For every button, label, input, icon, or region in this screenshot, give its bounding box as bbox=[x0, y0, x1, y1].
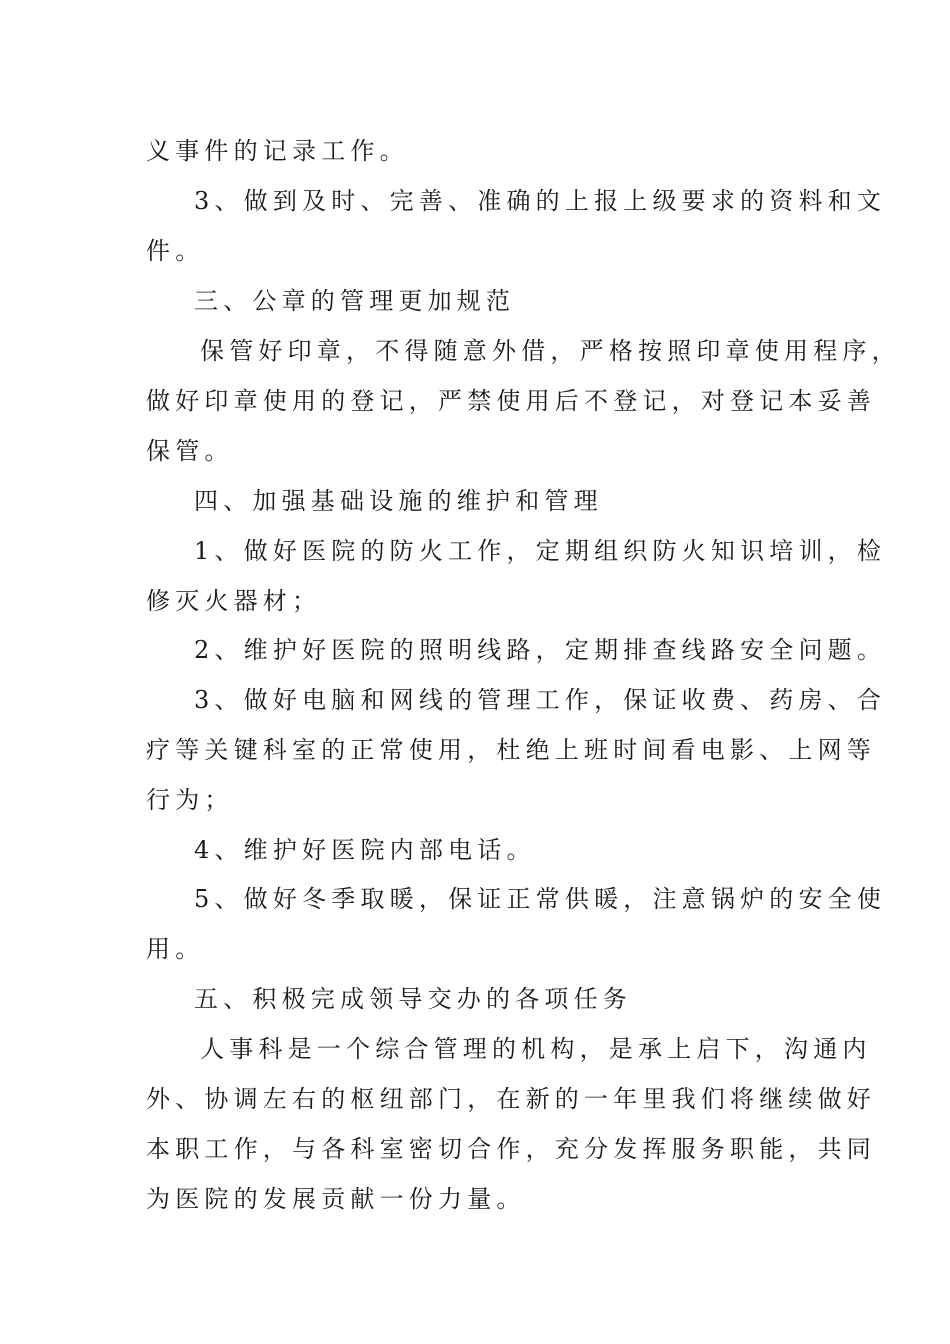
paragraph: 保管好印章，不得随意外借，严格按照印章使用程序， bbox=[200, 337, 901, 365]
section-heading: 四、加强基础设施的维护和管理 bbox=[194, 487, 603, 515]
list-item-continuation: 行为； bbox=[146, 786, 234, 814]
list-item: 2、维护好医院的照明线路，定期排查线路安全问题。 bbox=[194, 636, 887, 664]
list-item: 5、做好冬季取暖，保证正常供暖，注意锅炉的安全使 bbox=[194, 885, 887, 913]
list-item-continuation: 疗等关键科室的正常使用，杜绝上班时间看电影、上网等 bbox=[146, 736, 876, 764]
list-item: 3、做到及时、完善、准确的上报上级要求的资料和文 bbox=[194, 187, 887, 215]
list-item-continuation: 用。 bbox=[146, 935, 205, 963]
paragraph-continuation: 保管。 bbox=[146, 437, 234, 465]
paragraph-continuation: 外、协调左右的枢纽部门，在新的一年里我们将继续做好 bbox=[146, 1085, 876, 1113]
list-item: 3、做好电脑和网线的管理工作，保证收费、药房、合 bbox=[194, 686, 887, 714]
paragraph-continuation: 做好印章使用的登记，严禁使用后不登记，对登记本妥善 bbox=[146, 387, 876, 415]
list-item-continuation: 修灭火器材； bbox=[146, 587, 322, 615]
list-item: 1、做好医院的防火工作，定期组织防火知识培训，检 bbox=[194, 537, 887, 565]
paragraph-continuation: 义事件的记录工作。 bbox=[146, 137, 409, 165]
paragraph: 人事科是一个综合管理的机构，是承上启下，沟通内 bbox=[200, 1035, 872, 1063]
paragraph-continuation: 为医院的发展贡献一份力量。 bbox=[146, 1185, 526, 1213]
list-item: 4、维护好医院内部电话。 bbox=[194, 836, 536, 864]
list-item-continuation: 件。 bbox=[146, 237, 205, 265]
section-heading: 三、公章的管理更加规范 bbox=[194, 287, 516, 315]
section-heading: 五、积极完成领导交办的各项任务 bbox=[194, 985, 632, 1013]
paragraph-continuation: 本职工作，与各科室密切合作，充分发挥服务职能，共同 bbox=[146, 1135, 876, 1163]
